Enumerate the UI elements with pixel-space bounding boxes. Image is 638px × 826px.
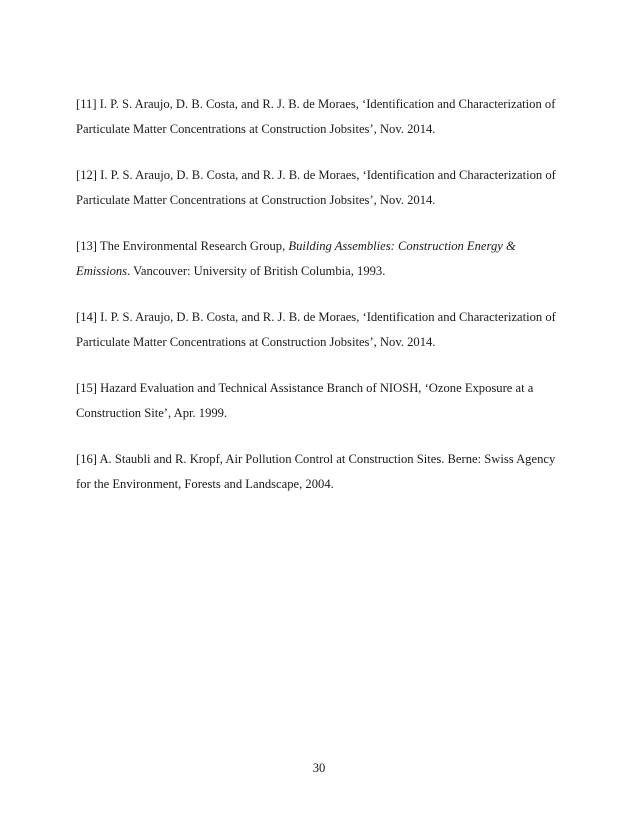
reference-number: [16]: [76, 452, 97, 466]
reference-number: [13]: [76, 239, 97, 253]
reference-text: Hazard Evaluation and Technical Assistance Branch of NIOSH, ‘Ozone Exposure at a Construction Site’, Apr. 1999.: [76, 381, 534, 420]
reference-number: [11]: [76, 97, 97, 111]
reference-text: I. P. S. Araujo, D. B. Costa, and R. J. B. de Moraes, ‘Identification and Characterization of Particulate Matter Concentrations at Construction Jobsites’, Nov. 2014.: [76, 310, 556, 349]
reference-text: A. Staubli and R. Kropf, Air Pollution Control at Construction Sites. Berne: Swiss Agency for the Environment, Forests and Landscape, 2004.: [76, 452, 556, 491]
reference-book-title: Building Assemblies: Construction Energy & Emissions: [76, 239, 516, 278]
reference-text: I. P. S. Araujo, D. B. Costa, and R. J. B. de Moraes, ‘Identification and Characterization of Particulate Matter Concentrations at Construction Jobsites’, Nov. 2014.: [76, 168, 556, 207]
reference-number: [14]: [76, 310, 97, 324]
reference-text: I. P. S. Araujo, D. B. Costa, and R. J. B. de Moraes, ‘Identification and Characterization of Particulate Matter Concentrations at Construction Jobsites’, Nov. 2014.: [76, 97, 556, 136]
page-number: 30: [312, 761, 326, 775]
reference-13: [76, 234, 566, 284]
reference-12: [76, 163, 566, 213]
reference-text-before: The Environmental Research Group,: [96, 239, 289, 253]
reference-15: [76, 376, 566, 426]
reference-number: [12]: [76, 168, 97, 182]
reference-list: [76, 92, 566, 518]
reference-number: [15]: [76, 381, 97, 395]
reference-11: [76, 92, 566, 142]
reference-16: [76, 447, 566, 497]
reference-text-after: . Vancouver: University of British Columbia, 1993.: [127, 264, 386, 278]
reference-14: [76, 305, 566, 355]
